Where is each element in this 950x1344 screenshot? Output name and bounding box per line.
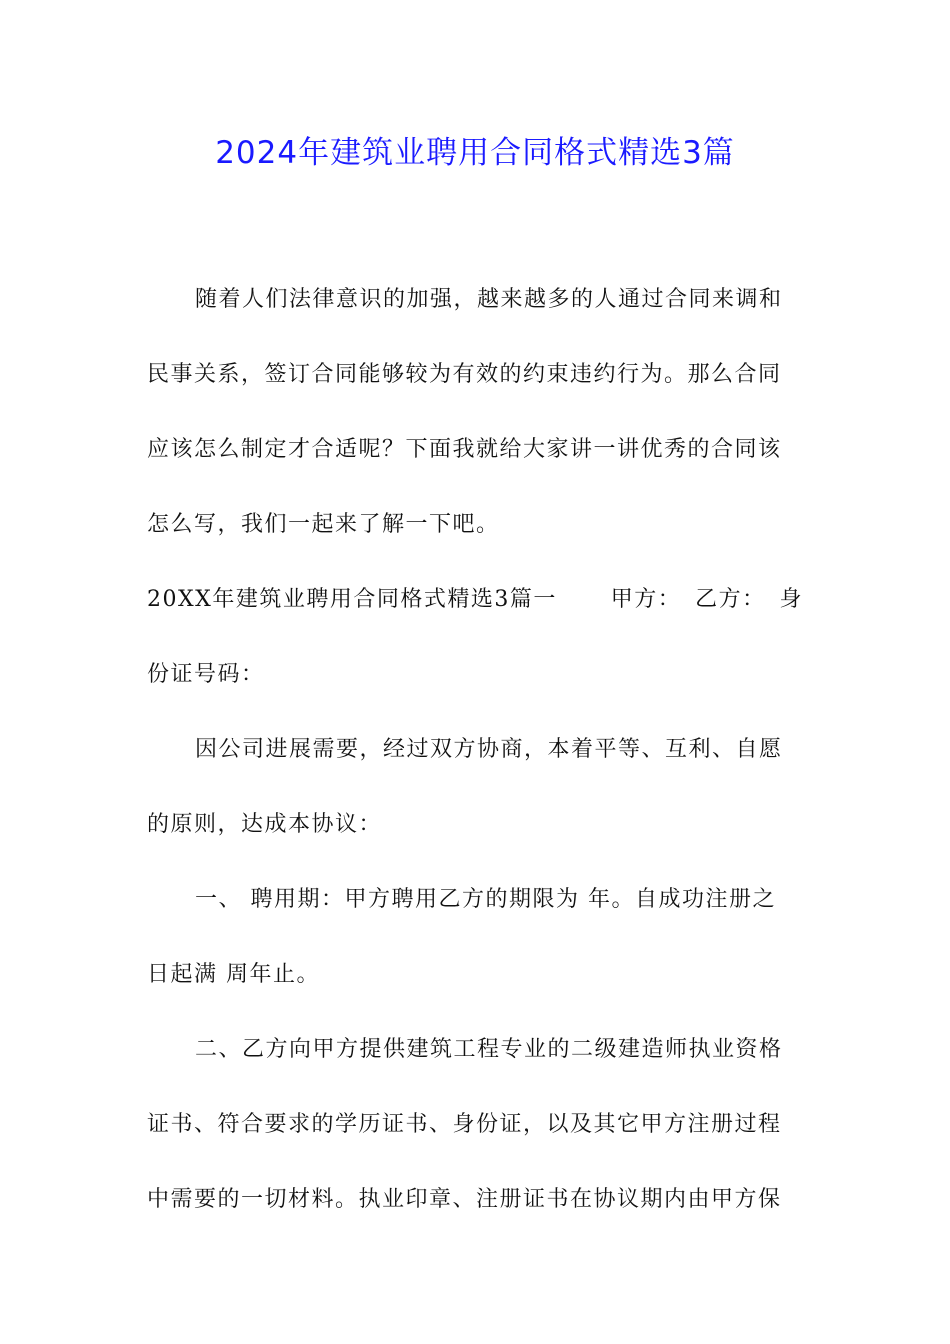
text-line: 日起满 周年止。 [147,962,320,987]
text-line: 应该怎么制定才合适呢？下面我就给大家讲一讲优秀的合同该 [147,437,782,462]
section-heading-line [147,562,803,637]
contract-header [147,562,803,712]
agreement-paragraph [147,712,803,862]
party-a-label: 甲方： [610,587,682,612]
id-number-label-start: 身 [779,587,803,612]
text-line: 中需要的一切材料。执业印章、注册证书在协议期内由甲方保 [147,1187,782,1212]
clause-term [147,862,803,1012]
text-line: 证书、符合要求的学历证书、身份证，以及其它甲方注册过程 [147,1112,782,1137]
id-number-label: 份证号码： [147,662,265,687]
text-line: 因公司进展需要，经过双方协商，本着平等、互利、自愿 [195,737,783,762]
document-body [147,262,803,1237]
text-line: 二、乙方向甲方提供建筑工程专业的二级建造师执业资格 [195,1037,783,1062]
clause-materials [147,1012,803,1237]
section-heading: 20XX年建筑业聘用合同格式精选3篇一 [147,587,557,612]
text-line: 的原则，达成本协议： [147,812,383,837]
text-line: 一、 聘用期：甲方聘用乙方的期限为 年。自成功注册之 [195,887,776,912]
document-title: 2024年建筑业聘用合同格式精选3篇 [215,135,735,171]
text-line: 怎么写，我们一起来了解一下吧。 [147,512,500,537]
intro-paragraph [147,262,803,562]
party-b-label: 乙方： [695,587,766,612]
text-line: 随着人们法律意识的加强，越来越多的人通过合同来调和 [195,287,783,312]
text-line: 民事关系，签订合同能够较为有效的约束违约行为。那么合同 [147,362,782,387]
